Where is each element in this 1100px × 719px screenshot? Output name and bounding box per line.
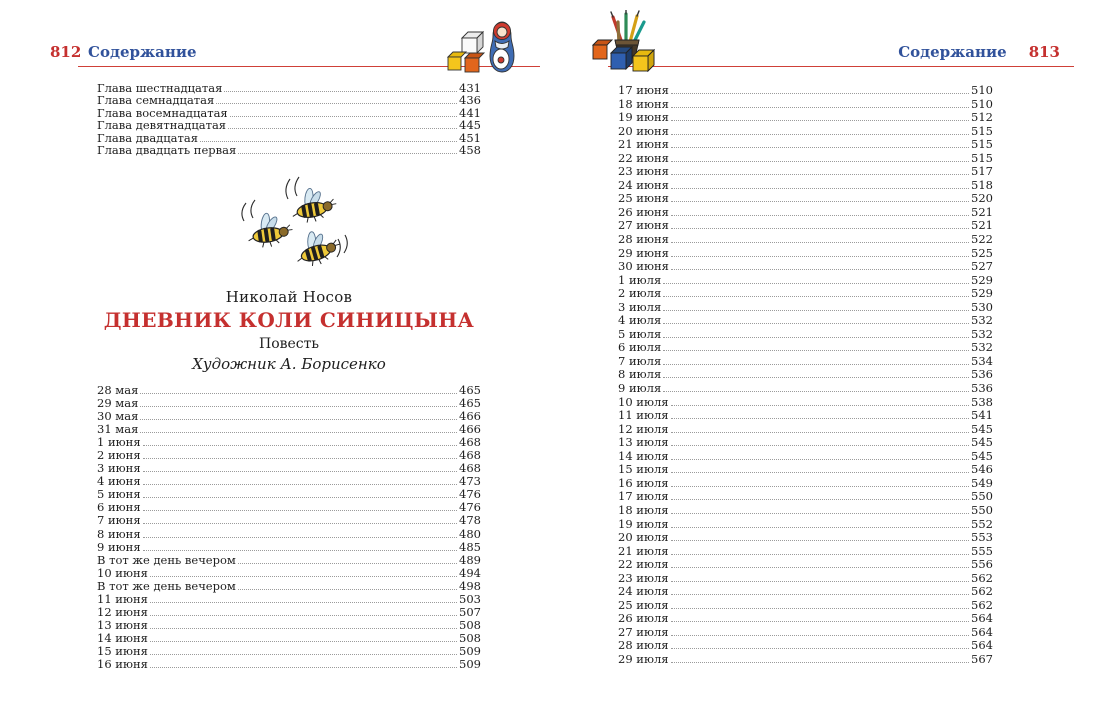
toc-leader-dots	[671, 477, 970, 487]
toc-entry-label: 28 мая	[97, 383, 139, 397]
toc-leader-dots	[671, 423, 970, 433]
toc-entry-page: 466	[459, 422, 481, 437]
toc-leader-dots	[671, 138, 969, 148]
toc-entry-page: 530	[971, 299, 993, 314]
toc-entry-page: 473	[459, 474, 481, 489]
toc-leader-dots	[671, 612, 970, 622]
toc-leader-dots	[671, 545, 970, 555]
toc-entry-label: 16 июня	[97, 656, 148, 671]
pencil-cup-icon	[591, 10, 663, 75]
toc-leader-dots	[143, 528, 457, 538]
toc-entry-page: 509	[459, 643, 481, 658]
toc-leader-dots	[216, 94, 457, 104]
toc-leader-dots	[143, 514, 457, 524]
toc-entry	[97, 488, 481, 501]
toc-leader-dots	[671, 653, 970, 663]
toc-entry-page: 520	[971, 191, 993, 206]
toc-entry-label: 25 июля	[618, 597, 669, 612]
toc-leader-dots	[671, 152, 969, 162]
toc-leader-dots	[671, 490, 970, 500]
toc-entry-page: 532	[971, 326, 993, 341]
toc-entry-page: 556	[971, 557, 993, 572]
toc-entry-label: 29 мая	[97, 396, 139, 411]
toc-entry-page: 529	[971, 286, 993, 301]
toc-entry-label: Глава двадцать первая	[97, 143, 237, 158]
toc-leader-dots	[671, 206, 969, 216]
toc-entry-label: 5 июня	[97, 487, 141, 502]
toc-entry-page: 541	[971, 408, 993, 423]
section-title-block	[97, 289, 481, 372]
toc-entry-label: 1 июня	[97, 435, 141, 450]
toc-entry	[618, 626, 993, 640]
toc-entry	[97, 475, 481, 488]
toc-entry	[618, 287, 993, 301]
author-name: Николай Носов	[225, 288, 353, 306]
toc-entry-page: 527	[971, 259, 993, 274]
toc-entry-label: 15 июня	[97, 643, 148, 658]
toc-entry	[618, 558, 993, 572]
page-number-left: 812	[50, 43, 82, 61]
toc-leader-dots	[150, 593, 457, 603]
running-head-right: Содержание	[898, 43, 1007, 61]
toc-entry-page: 532	[971, 313, 993, 328]
toc-entry-label: 11 июля	[618, 408, 669, 423]
date-list-left	[97, 384, 481, 671]
toc-entry-page: 567	[971, 651, 993, 666]
toc-entry-label: 13 июля	[618, 435, 669, 450]
toc-entry-page: 515	[971, 137, 993, 152]
toc-entry	[97, 436, 481, 449]
toc-leader-dots	[228, 119, 457, 129]
toc-entry-label: 14 июня	[97, 630, 148, 645]
running-head-left: Содержание	[88, 43, 197, 61]
chapter-list	[97, 82, 481, 156]
toc-entry	[97, 449, 481, 462]
toc-entry-label: Глава двадцатая	[97, 130, 198, 145]
genre-label: Повесть	[258, 336, 319, 352]
toc-entry-label: 24 июля	[618, 584, 669, 599]
toc-entry-page: 562	[971, 584, 993, 599]
toc-entry-page: 465	[459, 396, 481, 411]
toc-entry	[618, 653, 993, 667]
toc-entry	[618, 192, 993, 206]
toc-leader-dots	[150, 632, 457, 642]
toc-leader-dots	[238, 554, 457, 564]
toc-entry-label: 20 июля	[618, 530, 669, 545]
toc-entry-page: 498	[459, 578, 481, 593]
toc-entry	[618, 504, 993, 518]
toc-entry-label: 14 июля	[618, 448, 669, 463]
toc-entry	[618, 260, 993, 274]
toc-entry-label: 7 июля	[618, 353, 662, 368]
toc-entry-label: 17 июля	[618, 489, 669, 504]
toc-leader-dots	[150, 606, 457, 616]
toc-entry	[618, 639, 993, 653]
toc-entry-label: 2 июня	[97, 448, 141, 463]
toc-entry	[618, 84, 993, 98]
toc-leader-dots	[671, 247, 969, 257]
toc-entry-page: 465	[459, 383, 481, 397]
toc-entry-label: Глава семнадцатая	[97, 93, 215, 108]
toc-entry-label: 19 июня	[618, 110, 669, 125]
toc-entry	[97, 645, 481, 658]
toc-entry-label: 29 июня	[618, 245, 669, 260]
toc-entry-page: 552	[971, 516, 993, 531]
toc-leader-dots	[663, 301, 969, 311]
toc-entry	[618, 247, 993, 261]
toc-entry-label: 28 июля	[618, 638, 669, 653]
toc-entry	[618, 233, 993, 247]
toc-leader-dots	[671, 504, 970, 514]
toc-entry-label: 29 июля	[618, 651, 669, 666]
toc-leader-dots	[671, 260, 969, 270]
artist-credit: Художник А. Борисенко	[192, 355, 386, 373]
toc-entry	[618, 423, 993, 437]
toc-entry	[618, 219, 993, 233]
toc-leader-dots	[238, 580, 457, 590]
toc-entry-label: 2 июля	[618, 286, 662, 301]
toc-entry-page: 521	[971, 204, 993, 219]
toc-leader-dots	[671, 463, 970, 473]
toc-entry-page: 441	[459, 105, 481, 120]
toc-entry-label: 11 июня	[97, 591, 148, 606]
toc-entry	[97, 410, 481, 423]
toc-entry-label: 28 июня	[618, 232, 669, 247]
toc-leader-dots	[663, 274, 969, 284]
toc-entry-label: 10 июня	[97, 565, 148, 580]
toc-entry	[97, 567, 481, 580]
toc-leader-dots	[150, 658, 457, 668]
toc-entry-page: 538	[971, 394, 993, 409]
toc-entry-page: 545	[971, 448, 993, 463]
toc-leader-dots	[671, 585, 970, 595]
toc-entry	[618, 545, 993, 559]
toc-entry-label: 30 мая	[97, 409, 139, 424]
toc-leader-dots	[663, 314, 969, 324]
toc-entry-page: 476	[459, 487, 481, 502]
toc-leader-dots	[143, 462, 457, 472]
toc-entry-page: 555	[971, 543, 993, 558]
toc-entry-page: 509	[459, 656, 481, 671]
toc-entry-page: 466	[459, 409, 481, 424]
toc-entry-page: 468	[459, 435, 481, 450]
toc-entry	[618, 138, 993, 152]
toc-entry-page: 553	[971, 530, 993, 545]
header-rule-right	[608, 66, 1074, 67]
toc-leader-dots	[663, 355, 969, 365]
toc-leader-dots	[671, 558, 970, 568]
toc-leader-dots	[150, 619, 457, 629]
toc-entry	[97, 501, 481, 514]
toc-leader-dots	[671, 531, 970, 541]
toc-leader-dots	[671, 396, 970, 406]
toc-leader-dots	[671, 599, 970, 609]
toc-leader-dots	[671, 572, 970, 582]
toc-leader-dots	[230, 107, 457, 117]
toc-entry-page: 532	[971, 340, 993, 355]
toc-entry-page: 445	[459, 118, 481, 133]
toc-entry	[618, 328, 993, 342]
toc-entry-label: 27 июня	[618, 218, 669, 233]
toc-entry-label: 21 июня	[618, 137, 669, 152]
toc-entry	[618, 152, 993, 166]
toc-entry-page: 468	[459, 448, 481, 463]
toc-leader-dots	[671, 111, 969, 121]
toc-entry-page: 564	[971, 611, 993, 626]
toc-leader-dots	[143, 475, 457, 485]
toc-entry	[97, 528, 481, 541]
right-page	[550, 0, 1100, 719]
toc-entry-page: 508	[459, 617, 481, 632]
toc-entry-label: 21 июля	[618, 543, 669, 558]
toc-entry	[618, 585, 993, 599]
toc-entry-label: 31 мая	[97, 422, 139, 437]
toc-leader-dots	[224, 82, 457, 92]
toc-entry	[97, 619, 481, 632]
toc-entry	[618, 518, 993, 532]
toc-entry	[618, 463, 993, 477]
toc-entry	[618, 572, 993, 586]
toc-entry-page: 512	[971, 110, 993, 125]
toc-entry	[618, 382, 993, 396]
toc-entry-page: 458	[459, 143, 481, 158]
toc-entry	[97, 144, 481, 156]
toc-entry	[618, 396, 993, 410]
toc-leader-dots	[663, 287, 969, 297]
toc-entry-label: 10 июля	[618, 394, 669, 409]
toc-entry	[97, 541, 481, 554]
toc-entry-page: 508	[459, 630, 481, 645]
right-header	[608, 43, 1060, 61]
toc-entry-page: 562	[971, 570, 993, 585]
toc-entry	[97, 94, 481, 106]
toc-entry-label: 22 июля	[618, 557, 669, 572]
toc-leader-dots	[143, 488, 457, 498]
toc-leader-dots	[671, 626, 970, 636]
toc-leader-dots	[671, 639, 970, 649]
toc-entry	[618, 368, 993, 382]
toc-entry-page: 564	[971, 624, 993, 639]
toc-entry-page: 549	[971, 475, 993, 490]
toc-entry-label: 22 июня	[618, 150, 669, 165]
toc-entry-label: Глава девятнадцатая	[97, 118, 227, 133]
toc-entry	[97, 632, 481, 645]
toc-leader-dots	[671, 84, 969, 94]
toc-entry-page: 510	[971, 96, 993, 111]
toc-leader-dots	[671, 450, 970, 460]
toc-entry-page: 518	[971, 177, 993, 192]
toc-entry	[97, 554, 481, 567]
toc-entry-page: 546	[971, 462, 993, 477]
toc-entry	[618, 274, 993, 288]
toc-leader-dots	[671, 98, 969, 108]
toc-entry	[97, 606, 481, 619]
matryoshka-icon	[446, 16, 516, 73]
toc-entry-label: 4 июня	[97, 474, 141, 489]
toc-entry-label: 1 июля	[618, 272, 662, 287]
toc-leader-dots	[671, 233, 969, 243]
toc-entry	[618, 436, 993, 450]
toc-entry-page: 478	[459, 513, 481, 528]
toc-entry	[618, 165, 993, 179]
toc-entry	[97, 119, 481, 131]
toc-entry-label: 23 июля	[618, 570, 669, 585]
toc-entry-page: 550	[971, 489, 993, 504]
toc-entry-label: 24 июня	[618, 177, 669, 192]
toc-entry	[618, 111, 993, 125]
toc-entry-label: 16 июля	[618, 475, 669, 490]
toc-entry-page: 451	[459, 130, 481, 145]
page-number-right: 813	[1028, 43, 1060, 61]
toc-entry-label: 12 июня	[97, 604, 148, 619]
toc-leader-dots	[671, 409, 970, 419]
toc-entry-label: 3 июля	[618, 299, 662, 314]
toc-entry-page: 525	[971, 245, 993, 260]
toc-entry-label: 15 июля	[618, 462, 669, 477]
toc-entry-label: Глава шестнадцатая	[97, 81, 223, 95]
toc-leader-dots	[143, 436, 457, 446]
toc-entry	[618, 125, 993, 139]
toc-entry-label: 9 июня	[97, 539, 141, 554]
toc-entry-page: 503	[459, 591, 481, 606]
book-title: ДНЕВНИК КОЛИ СИНИЦЫНА	[103, 308, 475, 332]
toc-leader-dots	[663, 368, 969, 378]
toc-entry-page: 562	[971, 597, 993, 612]
toc-leader-dots	[671, 219, 969, 229]
toc-leader-dots	[671, 436, 970, 446]
toc-leader-dots	[140, 423, 457, 433]
toc-entry-page: 529	[971, 272, 993, 287]
toc-entry-page: 522	[971, 232, 993, 247]
date-list-right	[618, 84, 993, 667]
toc-entry-label: В тот же день вечером	[97, 552, 236, 567]
toc-entry	[618, 314, 993, 328]
toc-leader-dots	[671, 125, 969, 135]
toc-entry	[618, 490, 993, 504]
toc-entry-page: 507	[459, 604, 481, 619]
toc-entry	[97, 593, 481, 606]
toc-entry-label: 9 июля	[618, 381, 662, 396]
toc-entry	[618, 599, 993, 613]
toc-leader-dots	[671, 165, 969, 175]
toc-entry	[97, 658, 481, 671]
bees-icon	[232, 173, 360, 285]
toc-entry	[97, 514, 481, 527]
toc-entry-page: 489	[459, 552, 481, 567]
toc-entry-page: 515	[971, 123, 993, 138]
toc-entry	[618, 301, 993, 315]
toc-entry-page: 494	[459, 565, 481, 580]
toc-entry	[618, 355, 993, 369]
toc-entry	[97, 384, 481, 397]
toc-entry-label: 30 июня	[618, 259, 669, 274]
toc-entry-label: 7 июня	[97, 513, 141, 528]
toc-leader-dots	[238, 144, 457, 154]
toc-entry-page: 485	[459, 539, 481, 554]
toc-entry-page: 476	[459, 500, 481, 515]
toc-entry	[97, 423, 481, 436]
toc-leader-dots	[143, 501, 457, 511]
toc-leader-dots	[140, 410, 457, 420]
toc-entry-label: В тот же день вечером	[97, 578, 236, 593]
toc-entry-label: 17 июня	[618, 83, 669, 97]
toc-entry-page: 515	[971, 150, 993, 165]
toc-entry-page: 536	[971, 381, 993, 396]
toc-entry-page: 431	[459, 81, 481, 95]
toc-entry-label: 26 июня	[618, 204, 669, 219]
toc-entry-label: 8 июня	[97, 526, 141, 541]
toc-entry-page: 534	[971, 353, 993, 368]
toc-entry-label: 6 июня	[97, 500, 141, 515]
toc-leader-dots	[200, 132, 457, 142]
toc-entry	[618, 450, 993, 464]
toc-entry-label: 18 июля	[618, 502, 669, 517]
toc-entry-page: 436	[459, 93, 481, 108]
toc-leader-dots	[671, 192, 969, 202]
toc-entry-page: 536	[971, 367, 993, 382]
toc-entry-page: 521	[971, 218, 993, 233]
toc-entry-label: 27 июля	[618, 624, 669, 639]
toc-entry-page: 550	[971, 502, 993, 517]
toc-leader-dots	[150, 645, 457, 655]
toc-entry-page: 545	[971, 435, 993, 450]
toc-leader-dots	[663, 341, 969, 351]
toc-entry-page: 510	[971, 83, 993, 97]
toc-entry-label: 5 июля	[618, 326, 662, 341]
toc-entry	[618, 409, 993, 423]
toc-leader-dots	[663, 382, 969, 392]
toc-entry	[618, 612, 993, 626]
toc-entry	[618, 477, 993, 491]
toc-leader-dots	[140, 397, 457, 407]
toc-entry	[97, 462, 481, 475]
toc-entry-page: 517	[971, 164, 993, 179]
toc-entry-page: 545	[971, 421, 993, 436]
toc-entry-label: 3 июня	[97, 461, 141, 476]
toc-entry-label: 19 июля	[618, 516, 669, 531]
toc-entry-label: 12 июля	[618, 421, 669, 436]
toc-entry-label: Глава восемнадцатая	[97, 105, 228, 120]
toc-entry-label: 13 июня	[97, 617, 148, 632]
toc-leader-dots	[150, 567, 457, 577]
toc-entry-label: 26 июля	[618, 611, 669, 626]
toc-entry	[618, 341, 993, 355]
toc-leader-dots	[663, 328, 969, 338]
toc-entry	[97, 397, 481, 410]
toc-entry-label: 25 июня	[618, 191, 669, 206]
toc-entry-label: 4 июля	[618, 313, 662, 328]
toc-entry-label: 8 июля	[618, 367, 662, 382]
toc-entry-label: 20 июня	[618, 123, 669, 138]
toc-leader-dots	[140, 384, 457, 394]
toc-entry-page: 468	[459, 461, 481, 476]
toc-entry	[618, 206, 993, 220]
toc-leader-dots	[671, 179, 969, 189]
toc-leader-dots	[143, 449, 457, 459]
toc-entry	[618, 531, 993, 545]
toc-entry-label: 6 июля	[618, 340, 662, 355]
toc-entry-label: 18 июня	[618, 96, 669, 111]
toc-leader-dots	[671, 518, 970, 528]
toc-entry-page: 480	[459, 526, 481, 541]
toc-leader-dots	[143, 541, 457, 551]
toc-entry	[618, 98, 993, 112]
toc-entry-label: 23 июня	[618, 164, 669, 179]
toc-entry-page: 564	[971, 638, 993, 653]
toc-entry	[618, 179, 993, 193]
toc-entry	[97, 580, 481, 593]
